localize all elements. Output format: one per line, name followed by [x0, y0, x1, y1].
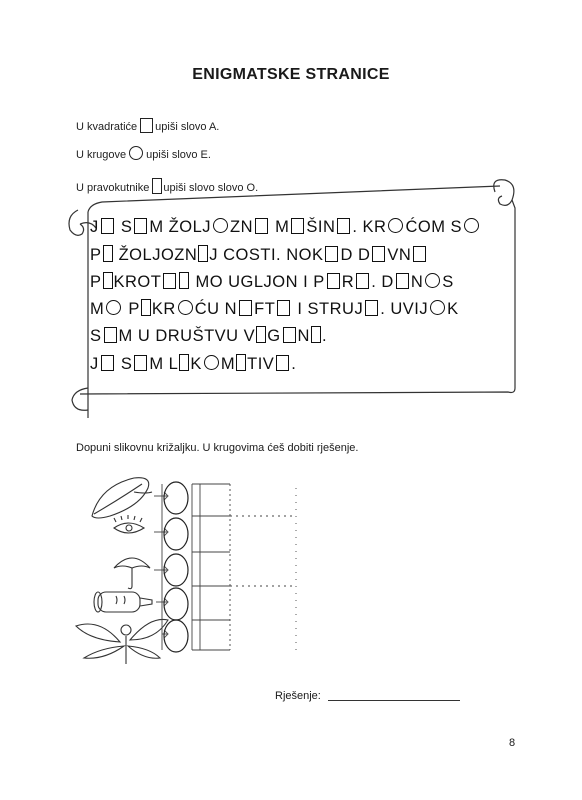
blank-rectangle: [311, 326, 321, 343]
puzzle-line-1: [90, 218, 481, 237]
blank-square: [101, 218, 114, 234]
eye-icon: [114, 515, 144, 533]
blank-square: [239, 300, 252, 316]
blank-circle: [464, 218, 479, 233]
blank-circle: [204, 355, 219, 370]
puzzle-text: M L: [149, 355, 179, 373]
puzzle-text: J: [90, 218, 99, 236]
puzzle-text: M U DRUŠTVU V: [118, 327, 256, 345]
umbrella-icon: [114, 558, 150, 589]
blank-square: [356, 273, 369, 289]
blank-square: [101, 355, 114, 371]
picture-crossword: [70, 470, 300, 670]
solution-label: Rješenje:: [275, 690, 321, 702]
instruction-text: U kvadratiće: [76, 121, 138, 133]
puzzle-text: P: [90, 273, 102, 291]
puzzle-text: . KR: [352, 218, 387, 236]
blank-square: [372, 246, 385, 262]
blank-square: [163, 273, 176, 289]
blank-square: [291, 218, 304, 234]
blank-square: [365, 300, 378, 316]
puzzle-text: . D: [371, 273, 394, 291]
blank-circle: [388, 218, 403, 233]
puzzle-text: S: [90, 327, 102, 345]
blank-circle: [430, 300, 445, 315]
blank-square: [327, 273, 340, 289]
puzzle-text: P: [123, 300, 140, 318]
blank-rectangle: [198, 245, 208, 262]
blank-rectangle: [103, 245, 113, 262]
instruction-text: upiši slovo E.: [146, 149, 211, 161]
puzzle-line-4: [90, 299, 459, 319]
blank-circle: [178, 300, 193, 315]
puzzle-text: M: [90, 300, 105, 318]
blank-square: [283, 327, 296, 343]
blank-rectangle: [236, 354, 246, 371]
blank-rectangle: [141, 299, 151, 316]
page-title: ENIGMATSKE STRANICE: [192, 66, 390, 83]
puzzle-text: ĆOM S: [405, 218, 463, 236]
blank-square: [413, 246, 426, 262]
puzzle-text: J: [90, 355, 99, 373]
blank-square: [277, 300, 290, 316]
blank-square: [396, 273, 409, 289]
puzzle-line-5: [90, 326, 327, 346]
puzzle-text: KR: [151, 300, 176, 318]
puzzle-text: K: [447, 300, 459, 318]
blank-circle: [213, 218, 228, 233]
solution-field: [275, 690, 460, 702]
puzzle-text: N: [410, 273, 424, 291]
bottle-icon: [94, 592, 152, 612]
blank-square: [276, 355, 289, 371]
puzzle-text: S: [442, 273, 454, 291]
blank-circle: [425, 273, 440, 288]
instruction-text: U pravokutnike: [76, 182, 150, 194]
instruction-text: upiši slovo slovo O.: [163, 182, 259, 194]
crossword-instruction: Dopuni slikovnu križaljku. U krugovima ćeš dobiti rješenje.: [76, 442, 359, 454]
blank-rectangle: [179, 272, 189, 289]
puzzle-text: MO UGLJON I P: [190, 273, 325, 291]
scroll-frame: [60, 178, 530, 418]
blank-square: [134, 218, 147, 234]
puzzle-text: TIV: [247, 355, 275, 373]
puzzle-text: VN: [387, 246, 412, 264]
leaf-icon: [92, 478, 152, 518]
puzzle-line-2: [90, 245, 428, 265]
puzzle-text: ZN: [230, 218, 254, 236]
puzzle-text: . UVIJ: [380, 300, 429, 318]
puzzle-text: KROT: [113, 273, 162, 291]
puzzle-text: P: [90, 246, 102, 264]
blank-rectangle: [256, 326, 266, 343]
blank-rectangle: [179, 354, 189, 371]
puzzle-text: J COSTI. NOK: [209, 246, 324, 264]
blank-square: [104, 327, 117, 343]
puzzle-text: .: [291, 355, 297, 373]
puzzle-text: N: [297, 327, 310, 345]
instruction-text: U krugove: [76, 149, 127, 161]
puzzle-text: ŽOLJOZN: [113, 246, 198, 264]
puzzle-text: M ŽOLJ: [149, 218, 212, 236]
circle-symbol: [129, 146, 143, 160]
dragonfly-icon: [76, 619, 168, 664]
puzzle-text: .: [321, 327, 328, 345]
puzzle-line-6: [90, 354, 296, 374]
blank-rectangle: [103, 272, 113, 289]
puzzle-text: I STRUJ: [292, 300, 364, 318]
puzzle-text: G: [267, 327, 281, 345]
blank-square: [337, 218, 350, 234]
puzzle-text: R: [341, 273, 355, 291]
square-symbol: [140, 118, 153, 133]
blank-square: [255, 218, 268, 234]
puzzle-text: D D: [340, 246, 371, 264]
puzzle-text: M: [220, 355, 236, 373]
instruction-text: upiši slovo A.: [155, 121, 220, 133]
blank-circle: [106, 300, 121, 315]
puzzle-text: ŠIN: [306, 218, 336, 236]
puzzle-text: K: [190, 355, 202, 373]
blank-square: [325, 246, 338, 262]
instruction-square: [76, 118, 219, 133]
puzzle-text: M: [270, 218, 290, 236]
page-number: 8: [509, 737, 516, 749]
puzzle-line-3: [90, 272, 454, 292]
solution-line: [328, 700, 460, 701]
puzzle-text: S: [115, 355, 133, 373]
answer-circles: [164, 482, 188, 652]
puzzle-text: S: [115, 218, 133, 236]
blank-square: [134, 355, 147, 371]
puzzle-text: ĆU N: [194, 300, 238, 318]
instruction-circle: [76, 146, 211, 161]
puzzle-text: FT: [254, 300, 276, 318]
